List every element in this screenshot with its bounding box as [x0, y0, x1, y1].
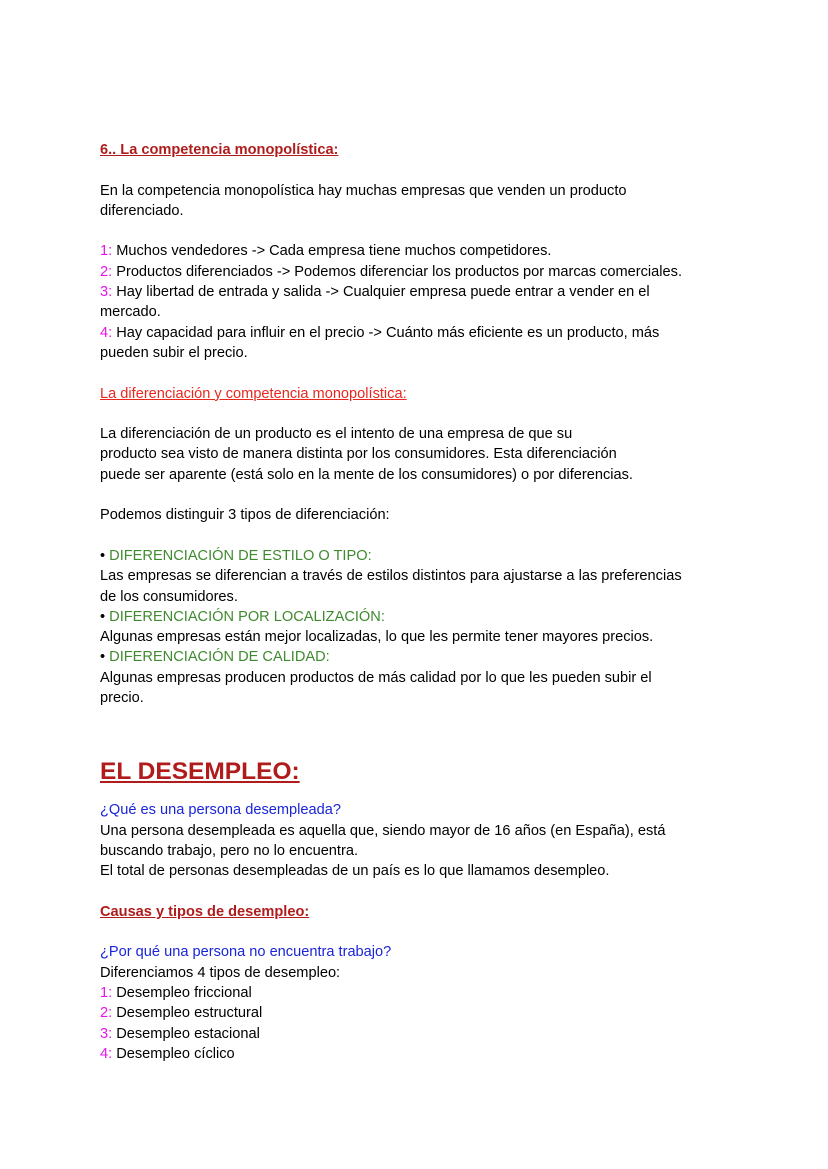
- item-text: Desempleo estructural: [112, 1005, 263, 1022]
- bullet-item: [100, 607, 720, 627]
- item-number: 1:: [100, 243, 113, 260]
- paragraph-line: Una persona desempleada es aquella que, siendo mayor de 16 años (en España), está: [100, 822, 666, 839]
- item-number: 3:: [100, 1025, 113, 1042]
- item-text: Hay capacidad para influir en el precio -> Cuánto más eficiente es un producto, más: [112, 324, 660, 341]
- item-text: Hay libertad de entrada y salida -> Cualquier empresa puede entrar a vender en el: [112, 284, 650, 301]
- paragraph-line: buscando trabajo, pero no lo encuentra.: [100, 842, 359, 859]
- document-page: [100, 140, 720, 1064]
- main-heading-desempleo: EL DESEMPLEO:: [100, 758, 300, 786]
- intro-text-line: En la competencia monopolística hay muchas empresas que venden un producto: [100, 182, 627, 199]
- item-text: Desempleo friccional: [112, 984, 252, 1001]
- list-item: [100, 323, 720, 343]
- bullet-text-line: de los consumidores.: [100, 588, 238, 605]
- bullet-item: [100, 546, 720, 566]
- item-text: Desempleo cíclico: [112, 1045, 235, 1062]
- list-item: [100, 983, 720, 1003]
- bullet-icon: •: [100, 608, 110, 625]
- bullet-text-line: Algunas empresas están mejor localizadas, lo que les permite tener mayores precios.: [100, 629, 654, 646]
- paragraph-line: La diferenciación de un producto es el intento de una empresa de que su: [100, 426, 573, 443]
- section-heading-causas: Causas y tipos de desempleo:: [100, 903, 310, 920]
- item-number: 1:: [100, 984, 113, 1001]
- list-item: [100, 1044, 720, 1064]
- list-item: [100, 1024, 720, 1044]
- types-intro: Podemos distinguir 3 tipos de diferenciación:: [100, 507, 390, 524]
- list-item: [100, 262, 720, 282]
- item-number: 3:: [100, 284, 113, 301]
- question-line: ¿Qué es una persona desempleada?: [100, 802, 341, 819]
- bullet-item: [100, 647, 720, 667]
- section-heading-competencia-monopolistica: 6.. La competencia monopolística:: [100, 142, 339, 158]
- list-item-continuation: pueden subir el precio.: [100, 344, 248, 361]
- list-item: [100, 241, 720, 261]
- causes-intro: Diferenciamos 4 tipos de desempleo:: [100, 964, 341, 981]
- list-item: [100, 282, 720, 302]
- item-number: 4:: [100, 324, 113, 341]
- paragraph-line: puede ser aparente (está solo en la mente de los consumidores) o por diferencias.: [100, 466, 633, 483]
- item-number: 2:: [100, 263, 113, 280]
- bullet-text-line: precio.: [100, 690, 144, 707]
- question-line: ¿Por qué una persona no encuentra trabajo?: [100, 944, 392, 961]
- item-text: Productos diferenciados -> Podemos diferenciar los productos por marcas comerciales.: [112, 263, 682, 280]
- bullet-text-line: Algunas empresas producen productos de más calidad por lo que les pueden subir el: [100, 669, 652, 686]
- intro-text-line: diferenciado.: [100, 202, 184, 219]
- numbered-list: [100, 241, 720, 363]
- bullet-label: DIFERENCIACIÓN POR LOCALIZACIÓN:: [109, 608, 385, 625]
- bullet-icon: •: [100, 649, 110, 666]
- item-text: Muchos vendedores -> Cada empresa tiene muchos competidores.: [112, 243, 552, 260]
- bullet-icon: •: [100, 547, 110, 564]
- item-text: Desempleo estacional: [112, 1025, 260, 1042]
- list-item: [100, 1003, 720, 1023]
- bullet-label: DIFERENCIACIÓN DE ESTILO O TIPO:: [109, 547, 372, 564]
- list-item-continuation: mercado.: [100, 304, 161, 321]
- bullet-text-line: Las empresas se diferencian a través de estilos distintos para ajustarse a las preferencias: [100, 568, 682, 585]
- subheading-diferenciacion: La diferenciación y competencia monopolística:: [100, 385, 407, 402]
- item-number: 2:: [100, 1005, 113, 1022]
- paragraph-line: El total de personas desempleadas de un país es lo que llamamos desempleo.: [100, 863, 610, 880]
- bullet-label: DIFERENCIACIÓN DE CALIDAD:: [109, 649, 330, 666]
- paragraph-line: producto sea visto de manera distinta por los consumidores. Esta diferenciación: [100, 446, 617, 463]
- item-number: 4:: [100, 1045, 113, 1062]
